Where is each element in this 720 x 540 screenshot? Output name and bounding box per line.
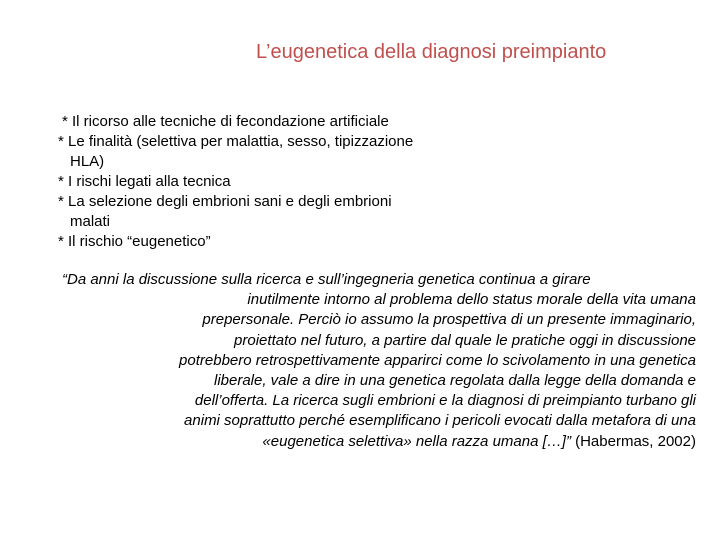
- bullet-item-rischi: * I rischi legati alla tecnica: [58, 173, 231, 190]
- quote-line: “Da anni la discussione sulla ricerca e sull’ingegneria genetica continua a girare: [62, 271, 591, 288]
- bullet-item-selezione-cont: malati: [70, 213, 111, 230]
- quote-line: proiettato nel futuro, a partire dal quale le pratiche oggi in discussione: [234, 331, 696, 349]
- quote-line: prepersonale. Perciò io assumo la prospettiva di un presente immaginario,: [202, 311, 696, 329]
- quote-citation: (Habermas, 2002): [570, 432, 696, 450]
- quote-line: potrebbero retrospettivamente apparirci come lo scivolamento in una genetica: [179, 351, 696, 369]
- bullet-item-finalita: * Le finalità (selettiva per malattia, sesso, tipizzazione: [58, 133, 414, 150]
- slide-title: L’eugenetica della diagnosi preimpianto: [256, 41, 607, 63]
- bullet-item-selezione: * La selezione degli embrioni sani e degli embrioni: [58, 193, 392, 210]
- quote-line: dell’offerta. La ricerca sugli embrioni e la diagnosi di preimpianto turbano gli: [194, 392, 696, 410]
- bullet-list: [58, 112, 518, 252]
- bullet-item-fecondazione: * Il ricorso alle tecniche di fecondazione artificiale: [62, 113, 389, 130]
- bullet-item-finalita-cont: HLA): [70, 153, 105, 170]
- bullet-item-rischio-eugenetico: * Il rischio “eugenetico”: [58, 233, 211, 250]
- quote-line: liberale, vale a dire in una genetica regolata dalla legge della domanda e: [213, 372, 696, 390]
- quote-line: inutilmente intorno al problema dello status morale della vita umana: [247, 291, 696, 309]
- habermas-quote: [58, 270, 696, 452]
- quote-line-end: «eugenetica selettiva» nella razza umana […]”: [262, 432, 571, 450]
- quote-last-line: [58, 432, 696, 452]
- quote-line: animi soprattutto perché esemplificano i pericoli evocati dalla metafora di una: [184, 412, 696, 430]
